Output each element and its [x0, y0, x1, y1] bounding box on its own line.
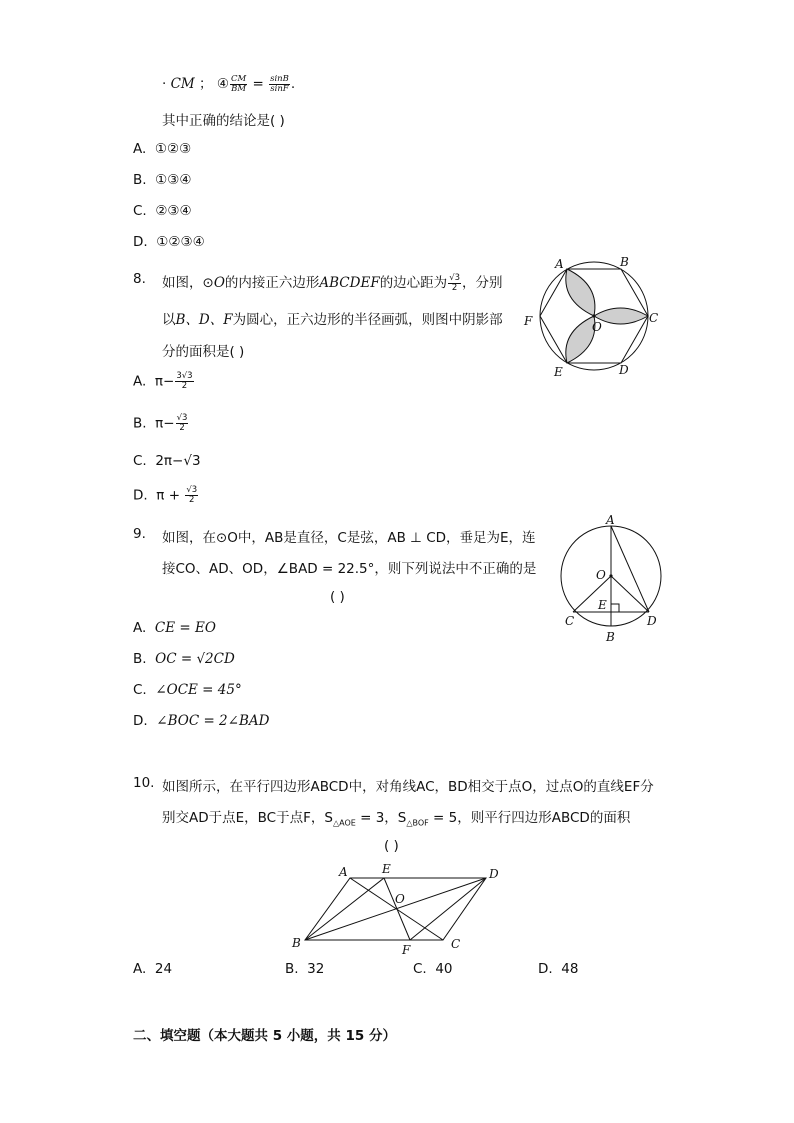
- q9-option-a: A. CE = EO: [133, 620, 216, 636]
- q9-line2: 接CO、AD、OD，∠BAD = 22.5°，则下列说法中不正确的是: [162, 561, 537, 577]
- q8-label-a: A: [555, 257, 564, 271]
- q7-continuation: · CM ； ④ $\frac{CM}{BM}$ = $\frac{\sin B}{\sin F}$ .: [162, 73, 296, 94]
- q8-label-c: C: [649, 311, 659, 325]
- q10-parallelogram-figure: [288, 858, 508, 958]
- q10-line1: 如图所示，在平行四边形ABCD中，对角线AC，BD相交于点O，过点O的直线EF分: [162, 779, 654, 795]
- q9-label-c: C: [565, 614, 575, 628]
- q9-right-angle-mark: [611, 604, 619, 612]
- q10-label-c: C: [451, 937, 461, 951]
- q10-label-o: O: [395, 892, 405, 906]
- q9-segment-ad: [611, 526, 649, 612]
- q8-line2: 以B、D、F为圆心，正六边形的半径画弧，则图中阴影部: [162, 312, 503, 328]
- q8-option-a: A. π− $\frac{3√3}{2}$: [133, 371, 193, 391]
- q9-label-a: A: [606, 513, 615, 527]
- q8-line1: 如图，⊙O的内接正六边形ABCDEF的边心距为 $\frac{√3}{2}$ ，分别: [162, 272, 503, 293]
- q8-label-d: D: [619, 363, 629, 377]
- q10-option-c: C. 40: [413, 961, 453, 977]
- fraction-sqrt3-over-2: $\frac{√3}{2}$: [449, 272, 461, 293]
- q8-label-b: B: [620, 255, 629, 269]
- q7-option-d: D. ①②③④: [133, 234, 205, 250]
- q10-label-a: A: [339, 865, 348, 879]
- q10-label-b: B: [292, 936, 301, 950]
- section-title-fill-in: 二、填空题（本大题共 5 小题，共 15 分）: [133, 1028, 396, 1044]
- q9-number: 9.: [133, 526, 146, 542]
- q10-option-b: B. 32: [285, 961, 325, 977]
- q10-line-ef: [384, 878, 410, 940]
- q8-option-d: D. π + $\frac{√3}{2}$: [133, 485, 198, 505]
- q8-option-b: B. π− $\frac{√3}{2}$: [133, 413, 188, 433]
- q9-label-d: D: [647, 614, 657, 628]
- q10-number: 10.: [133, 775, 155, 791]
- q8-line3: 分的面积是( ): [162, 344, 245, 360]
- q8-hexagon-figure: [520, 255, 665, 380]
- q8-label-e: E: [554, 365, 563, 379]
- q9-line1: 如图，在⊙O中，AB是直径，C是弦，AB ⊥ CD，垂足为E，连: [162, 530, 536, 546]
- q9-circle-figure: [555, 512, 675, 647]
- q9-label-b: B: [606, 630, 615, 644]
- q10-diagonal-bd: [305, 878, 486, 940]
- fraction-sinb-sinf: $\frac{\sin B}{\sin F}$: [270, 73, 289, 94]
- q10-option-d: D. 48: [538, 961, 579, 977]
- q9-segment-od: [611, 576, 649, 612]
- q10-label-e: E: [382, 862, 391, 876]
- q7-prompt: 其中正确的结论是( ): [162, 113, 285, 129]
- q9-label-o: O: [596, 568, 606, 582]
- q8-petal-a-fill: [566, 269, 595, 316]
- q7-option-c: C. ②③④: [133, 203, 192, 219]
- q9-center-dot: [609, 574, 612, 577]
- q8-petal-e: [566, 316, 595, 363]
- q9-option-b: B. OC = √2CD: [133, 651, 235, 667]
- q7-option-b: B. ①③④: [133, 172, 192, 188]
- q9-bracket: ( ): [330, 589, 345, 605]
- q8-label-f: F: [524, 314, 533, 328]
- q9-option-c: C. ∠OCE = 45°: [133, 682, 242, 698]
- fraction-cm-bm: $\frac{CM}{BM}$: [230, 73, 247, 94]
- q10-segment-fd: [410, 878, 486, 940]
- q8-option-c: C. 2π−√3: [133, 453, 201, 469]
- q7-option-a: A. ①②③: [133, 141, 192, 157]
- q8-number: 8.: [133, 271, 146, 287]
- q9-label-e: E: [598, 598, 607, 612]
- q8-petal-c: [594, 308, 648, 324]
- q9-option-d: D. ∠BOC = 2∠BAD: [133, 713, 270, 729]
- q10-option-a: A. 24: [133, 961, 173, 977]
- q8-center-dot: [592, 314, 595, 317]
- q10-bracket: ( ): [384, 838, 399, 854]
- q10-label-d: D: [489, 867, 499, 881]
- q10-segment-be: [305, 878, 384, 940]
- q10-line2: 别交AD于点E，BC于点F，$S_{\triangle AOE} = 3$，$S_{\triangle BOF} = 5$，则平行四边形ABCD的面积: [162, 810, 631, 828]
- q8-label-o: O: [592, 320, 602, 334]
- q10-label-f: F: [402, 943, 411, 957]
